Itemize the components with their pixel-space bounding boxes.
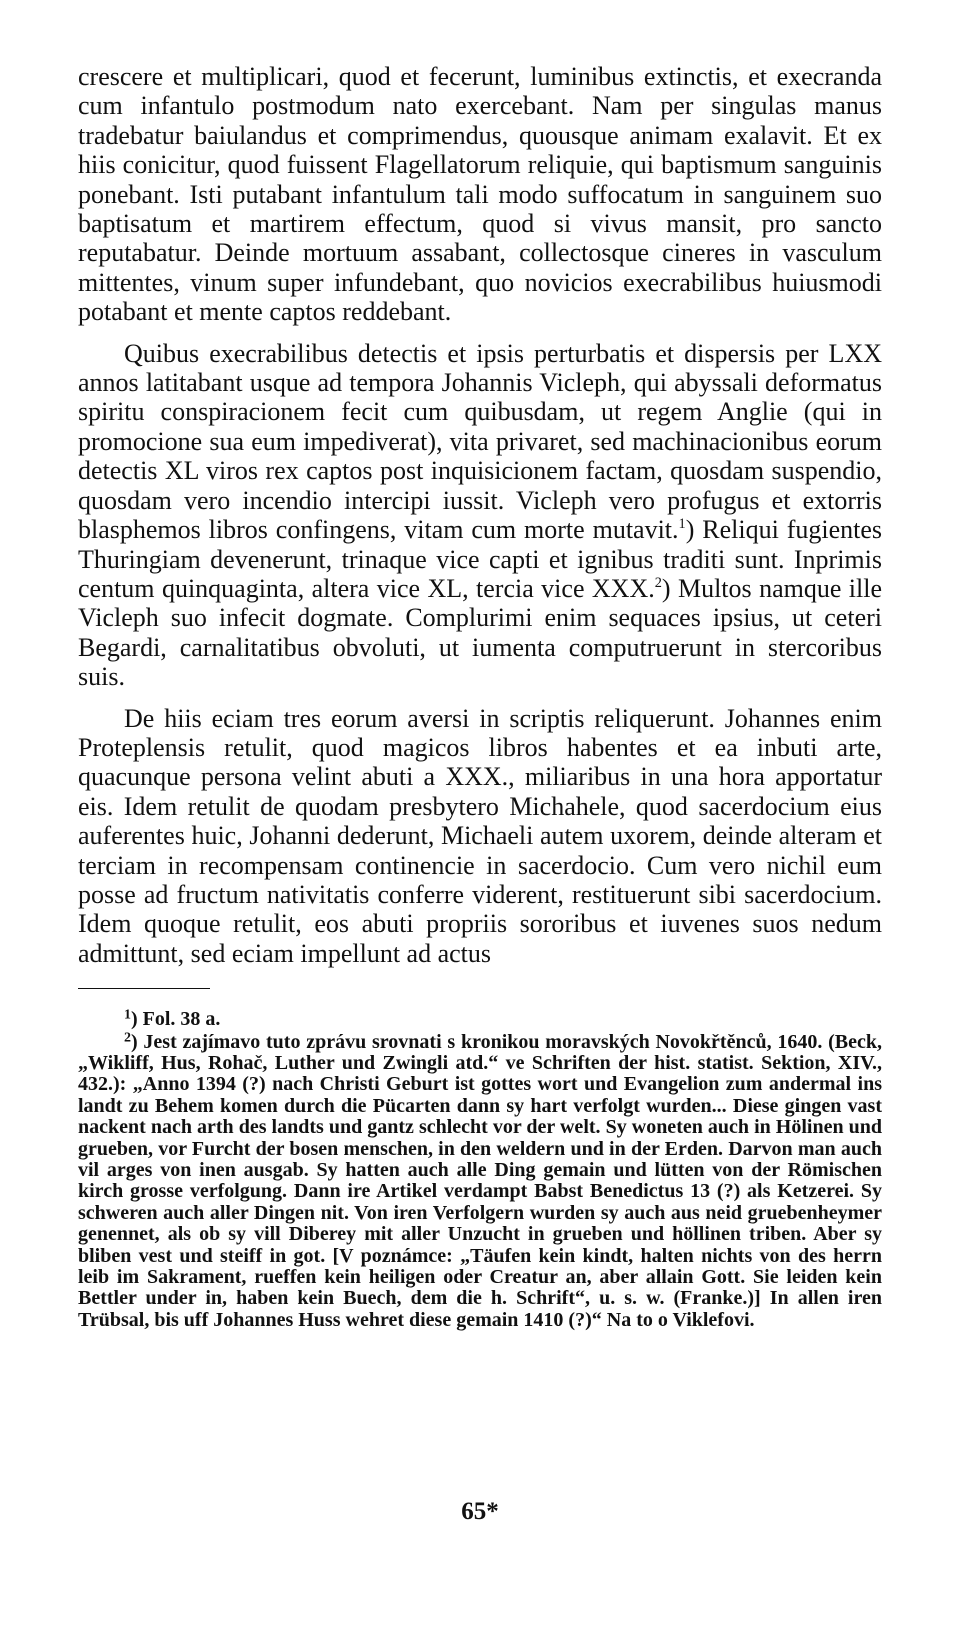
- paragraph-2-part-b: ) Reliqui fugientes Thuringiam devenerunt, trinaque vice capti et ignibus traditi sunt. Inprimis centum quinquaginta, altera vice XL, tercia vice XXX.: [78, 515, 883, 603]
- footnote-separator: [78, 988, 210, 989]
- footnote-1: [78, 1009, 882, 1030]
- page-number: 65*: [461, 1498, 499, 1525]
- page-body: [78, 62, 882, 1332]
- footnote-ref-1[interactable]: 1: [678, 516, 686, 533]
- main-text: [78, 62, 882, 968]
- footnote-2-text: ) Jest zajímavo tuto zprávu srovnati s kronikou moravských Novokřtěnců, 1640. (Beck, „Wikliff, Hus, Rohač, Luther und Zwingli atd.“ ve Schriften der hist. statist. Sektion, XIV., 432.): „Anno 1394 (?) nach Christi Geburt ist gottes wort und Evangelion zum andermal ins landt zu Behem komen durch die Pücarten dann sy hart verfolgt wurden... Diese gingen vast nackent nach arth des landts und gantz schlecht vor der welt. Sy woneten auch in Hölinen und grueben, vor Furcht der bosen menschen, in den weldern und in der Erden. Darvon man auch vil arges von inen ausgab. Sy hatten auch alle Ding gemain und lütten von der Römischen kirch grosse verfolgung. Dann ire Artikel verdampt Babst Benedictus 13 (?) als Ketzerei. Sy schweren auch aller Dingen nit. Von iren Verfolgern wurden sy auch aus neid gruebenheymer genennet, als ob sy vill Diberey mit aller Unzucht in grueben und höllinen triben. Aber sy bliben vest und steiff in got. [V poznámce: „Täufen kein kindt, halten nichts von des herrn leib im Sakrament, rueffen kein heiligen oder Creatur an, aber allain Gott. Sie leiden kein Bettler under in, haben kein Buech, dem die h. Schrift“, u. s. w. (Franke.)] In allen iren Trübsal, bis uff Johannes Huss wehret diese gemain 1410 (?)“ Na to o Viklefovi.: [78, 1030, 882, 1331]
- footnote-2-marker: 2: [124, 1030, 131, 1046]
- paragraph-2-part-c: ) Multos namque ille Vicleph suo infecit dogmate. Complurimi enim sequaces ipsius, ut ceteri Begardi, carnalitatibus obvoluti, ut iumenta computruerunt in stercoribus suis.: [78, 573, 882, 692]
- footnote-1-text: ) Fol. 38 a.: [131, 1008, 221, 1031]
- footnotes: [78, 1009, 882, 1331]
- paragraph-1: crescere et multiplicari, quod et fecerunt, luminibus extinctis, et execranda cum infantulo postmodum nato exercebant. Nam per singulas manus tradebatur baiulandus et comprimendus, quousque animam exalavit. Et ex hiis conicitur, quod fuissent Flagellatorum reliquie, qui baptismum sanguinis ponebant. Isti putabant infantulum tali modo suffocatum in sanguinem suo baptisatum et martirem effectum, quod si vivus mansit, pro sancto reputabatur. Deinde mortuum assabant, collectosque cineres in vasculum mittentes, vinum super infundebant, quo novicios execrabilibus huiusmodi potabant et mente captos reddebant.: [78, 62, 882, 327]
- footnote-2: [78, 1032, 882, 1332]
- footnote-ref-2[interactable]: 2: [654, 574, 662, 591]
- paragraph-3: De hiis eciam tres eorum aversi in scriptis reliquerunt. Johannes enim Proteplensis retulit, quod magicos libros habentes et ea inbuti arte, quacunque persona velint abuti a XXX., miliaribus in una hora apportatur eis. Idem retulit de quodam presbytero Michahele, quod sacerdocium eius auferentes huic, Johanni dederunt, Michaeli autem uxorem, deinde alteram et terciam in recompensam continencie in sacerdocio. Cum vero nichil eum posse ad fructum nativitatis conferre viderent, restituerunt sibi sacerdocium. Idem quoque retulit, eos abuti propriis sororibus et iuvenes suos nedum admittunt, sed eciam impellunt ad actus: [78, 703, 882, 968]
- paragraph-2-part-a: Quibus execrabilibus detectis et ipsis perturbatis et dispersis per LXX annos latitabant usque ad tempora Johannis Vicleph, qui abyssali deformatus spiritu conspiracionem fecit cum quibusdam, ut regem Anglie (qui in promocione sua eum impediverat), vita privaret, sed machinacionibus eorum detectis XL viros rex captos post inquisicionem factam, quosdam suspendio, quosdam vero incendio intercipi iussit. Vicleph vero profugus et extorris blasphemos libros confingens, vitam cum morte mutavit.: [78, 338, 882, 545]
- footnote-1-marker: 1: [124, 1007, 131, 1023]
- paragraph-2: [78, 339, 882, 692]
